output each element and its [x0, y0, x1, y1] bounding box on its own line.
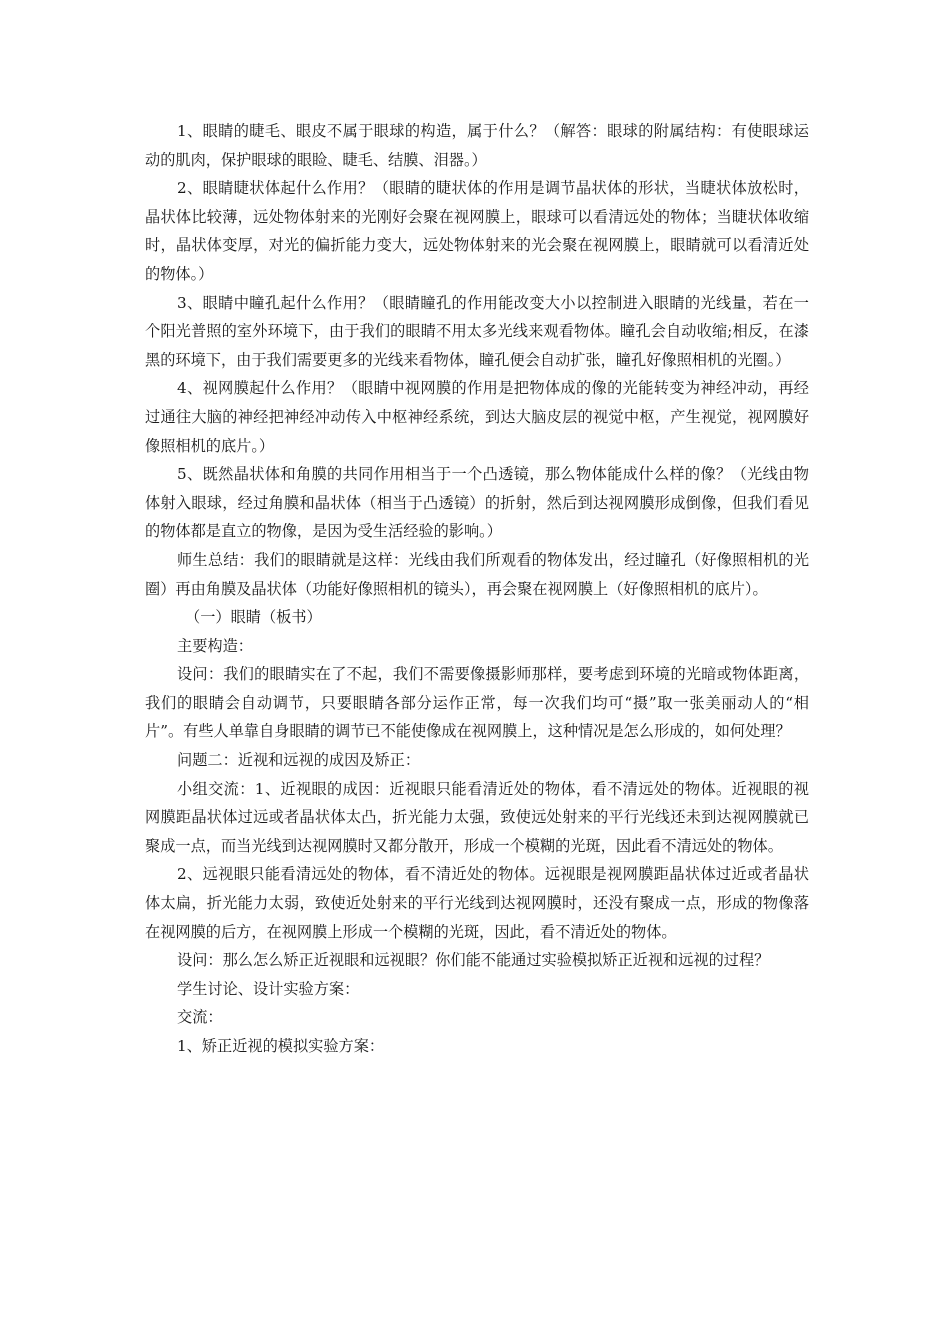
myopia-cause-paragraph: 小组交流：1、近视眼的成因：近视眼只能看清近处的物体，看不清远处的物体。近视眼的视网膜距晶状体过远或者晶状体太凸，折光能力太强，致使远处射来的平行光线还未到达视网膜就已聚成一点，而当光线到达视网膜时又都分散开，形成一个模糊的光斑，因此看不清远处的物体。: [145, 779, 809, 855]
question-2-paragraph: 2、眼睛睫状体起什么作用？（眼睛的睫状体的作用是调节晶状体的形状，当睫状体放松时，晶状体比较薄，远处物体射来的光刚好会聚在视网膜上，眼球可以看清远处的物体；当睫状体收缩时，晶状体变厚，对光的偏折能力变大，远处物体射来的光会聚在视网膜上，眼睛就可以看清近处的物体。）: [145, 179, 809, 283]
correction-question-paragraph: 设问：那么怎么矫正近视眼和远视眼？你们能不能通过实验模拟矫正近视和远视的过程？: [177, 951, 770, 970]
hyperopia-cause-paragraph: 2、远视眼只能看清远处的物体，看不清近处的物体。远视眼是视网膜距晶状体过近或者晶状体太扁，折光能力太弱，致使近处射来的平行光线到达视网膜时，还没有聚成一点，形成的物像落在视网膜的后方，在视网膜上形成一个模糊的光斑，因此，看不清近处的物体。: [145, 865, 809, 941]
main-structure-label: 主要构造：: [177, 636, 253, 655]
document-page: [145, 117, 809, 1061]
question-4-paragraph: 4、视网膜起什么作用？（眼睛中视网膜的作用是把物体成的像的光能转变为神经冲动，再经过通往大脑的神经把神经冲动传入中枢神经系统，到达大脑皮层的视觉中枢，产生视觉，视网膜好像照相机的底片。）: [145, 379, 809, 455]
question-prompt-paragraph: 设问：我们的眼睛实在了不起，我们不需要像摄影师那样，要考虑到环境的光暗或物体距离，我们的眼睛会自动调节，只要眼睛各部分运作正常，每一次我们均可“摄”取一张美丽动人的“相片”。有些人单靠自身眼睛的调节已不能使像成在视网膜上，这种情况是怎么形成的，如何处理？: [145, 665, 809, 741]
question-3-paragraph: 3、眼睛中瞳孔起什么作用？（眼睛瞳孔的作用能改变大小以控制进入眼睛的光线量，若在一个阳光普照的室外环境下，由于我们的眼睛不用太多光线来观看物体。瞳孔会自动收缩;相反，在漆黑的环境下，由于我们需要更多的光线来看物体，瞳孔便会自动扩张，瞳孔好像照相机的光圈。）: [145, 293, 809, 369]
exchange-label: 交流：: [177, 1008, 223, 1027]
question-5-paragraph: 5、既然晶状体和角膜的共同作用相当于一个凸透镜，那么物体能成什么样的像？（光线由物体射入眼球，经过角膜和晶状体（相当于凸透镜）的折射，然后到达视网膜形成倒像，但我们看见的物体都是直立的物像，是因为受生活经验的影响。）: [145, 465, 809, 541]
board-heading: （一）眼睛（板书）: [185, 608, 322, 627]
question-1-paragraph: 1、眼睛的睫毛、眼皮不属于眼球的构造，属于什么？（解答：眼球的附属结构：有使眼球运动的肌肉，保护眼球的眼睑、睫毛、结膜、泪器。）: [145, 122, 809, 169]
myopia-experiment-label: 1、矫正近视的模拟实验方案：: [177, 1037, 385, 1055]
summary-paragraph: 师生总结：我们的眼睛就是这样：光线由我们所观看的物体发出，经过瞳孔（好像照相机的光圈）再由角膜及晶状体（功能好像照相机的镜头），再会聚在视网膜上（好像照相机的底片）。: [145, 550, 809, 598]
problem-two-heading: 问题二：近视和远视的成因及矫正：: [177, 751, 420, 770]
discussion-label: 学生讨论、设计实验方案：: [177, 979, 360, 998]
